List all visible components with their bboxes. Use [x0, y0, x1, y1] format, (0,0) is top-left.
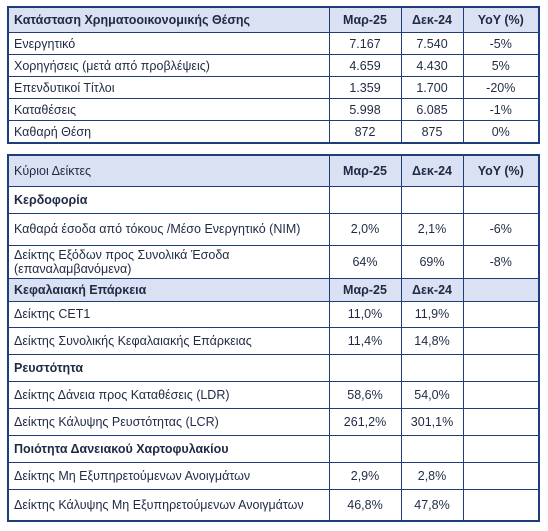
key-ratios-table: [7, 154, 540, 522]
cell-value: 54,0%: [401, 381, 463, 408]
cell-value: 7.540: [401, 33, 463, 55]
cell-value: 2,9%: [329, 462, 401, 489]
cell-value: 4.659: [329, 55, 401, 77]
row-label: Δείκτης Εξόδων προς Συνολικά Έσοδα (επαναλαμβανόμενα): [8, 245, 329, 278]
row-label: Καθαρή Θέση: [8, 121, 329, 144]
table-row: [8, 121, 539, 144]
row-label: Καταθέσεις: [8, 99, 329, 121]
section-header-row: [8, 186, 539, 213]
cell-value: 2,8%: [401, 462, 463, 489]
cell-value: 301,1%: [401, 408, 463, 435]
cell-value: 875: [401, 121, 463, 144]
cell-value: 46,8%: [329, 489, 401, 521]
table-header-row: [8, 155, 539, 186]
cell-value: [463, 301, 539, 327]
cell-value: -1%: [463, 99, 539, 121]
cell-value: 5%: [463, 55, 539, 77]
cell-value: 0%: [463, 121, 539, 144]
financial-position-table: [7, 6, 540, 144]
row-label: Χορηγήσεις (μετά από προβλέψεις): [8, 55, 329, 77]
cell-value: -8%: [463, 245, 539, 278]
row-label: Καθαρά έσοδα από τόκους /Μέσο Ενεργητικό (NIM): [8, 213, 329, 245]
section-title: Ρευστότητα: [8, 354, 329, 381]
row-label: Δείκτης Συνολικής Κεφαλαιακής Επάρκειας: [8, 327, 329, 354]
cell-value: 58,6%: [329, 381, 401, 408]
cell-value: 11,9%: [401, 301, 463, 327]
row-label: Ενεργητικό: [8, 33, 329, 55]
cell-value: 2,1%: [401, 213, 463, 245]
column-header: Δεκ-24: [401, 7, 463, 33]
column-header: YoY (%): [463, 155, 539, 186]
table-title: Κατάσταση Χρηματοοικονομικής Θέσης: [8, 7, 329, 33]
cell-value: 1.700: [401, 77, 463, 99]
cell-value: -6%: [463, 213, 539, 245]
table-row: [8, 33, 539, 55]
section-title: Κεφαλαιακή Επάρκεια: [8, 278, 329, 301]
section-header-row: [8, 354, 539, 381]
table-row: [8, 99, 539, 121]
cell-value: 6.085: [401, 99, 463, 121]
row-label: Δείκτης CET1: [8, 301, 329, 327]
cell-value: 7.167: [329, 33, 401, 55]
cell-value: 261,2%: [329, 408, 401, 435]
cell-value: 1.359: [329, 77, 401, 99]
cell-value: 11,0%: [329, 301, 401, 327]
row-label: Δείκτης Κάλυψης Μη Εξυπηρετούμενων Ανοιγμάτων: [8, 489, 329, 521]
row-label: Επενδυτικοί Τίτλοι: [8, 77, 329, 99]
cell-value: 5.998: [329, 99, 401, 121]
cell-value: 11,4%: [329, 327, 401, 354]
cell-value: [463, 381, 539, 408]
cell-value: 69%: [401, 245, 463, 278]
cell-value: 2,0%: [329, 213, 401, 245]
table-row: [8, 77, 539, 99]
column-header: Μαρ-25: [329, 155, 401, 186]
cell-value: [463, 408, 539, 435]
cell-value: -20%: [463, 77, 539, 99]
column-header: Μαρ-25: [329, 278, 401, 301]
cell-value: 872: [329, 121, 401, 144]
section-header-row: [8, 278, 539, 301]
column-header: Δεκ-24: [401, 155, 463, 186]
column-header: YoY (%): [463, 7, 539, 33]
column-header: Δεκ-24: [401, 278, 463, 301]
table-title: Κύριοι Δείκτες: [8, 155, 329, 186]
table-row: [8, 301, 539, 327]
column-header: Μαρ-25: [329, 7, 401, 33]
table-header-row: [8, 7, 539, 33]
row-label: Δείκτης Μη Εξυπηρετούμενων Ανοιγμάτων: [8, 462, 329, 489]
cell-value: 14,8%: [401, 327, 463, 354]
table-row: [8, 327, 539, 354]
section-title: Κερδοφορία: [8, 186, 329, 213]
table-row: [8, 462, 539, 489]
table-row: [8, 381, 539, 408]
section-title: Ποιότητα Δανειακού Χαρτοφυλακίου: [8, 435, 329, 462]
cell-value: 4.430: [401, 55, 463, 77]
cell-value: [463, 462, 539, 489]
cell-value: [463, 327, 539, 354]
table-row: [8, 245, 539, 278]
cell-value: [463, 489, 539, 521]
cell-value: -5%: [463, 33, 539, 55]
table-row: [8, 213, 539, 245]
cell-value: 47,8%: [401, 489, 463, 521]
row-label: Δείκτης Κάλυψης Ρευστότητας (LCR): [8, 408, 329, 435]
table-row: [8, 408, 539, 435]
cell-value: 64%: [329, 245, 401, 278]
section-header-row: [8, 435, 539, 462]
table-row: [8, 489, 539, 521]
table-row: [8, 55, 539, 77]
row-label: Δείκτης Δάνεια προς Καταθέσεις (LDR): [8, 381, 329, 408]
